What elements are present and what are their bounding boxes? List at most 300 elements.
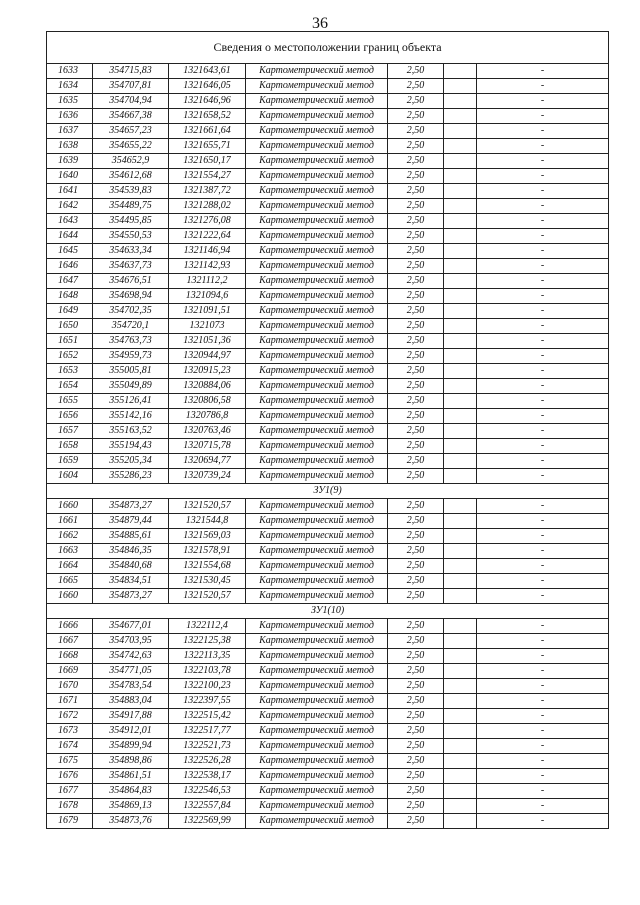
x-coordinate-cell: 355286,23 [93,469,169,484]
table-row [47,334,609,349]
description-cell: - [477,364,609,379]
point-number-cell: 1666 [47,619,93,634]
table-row [47,409,609,424]
accuracy-cell: 2,50 [388,409,444,424]
x-coordinate-cell: 354657,23 [93,124,169,139]
table-row [47,79,609,94]
description-cell: - [477,439,609,454]
method-cell: Картометрический метод [246,724,388,739]
method-cell: Картометрический метод [246,589,388,604]
y-coordinate-cell: 1321661,64 [169,124,246,139]
y-coordinate-cell: 1321530,45 [169,574,246,589]
x-coordinate-cell: 354864,83 [93,784,169,799]
point-number-cell: 1646 [47,259,93,274]
y-coordinate-cell: 1322521,73 [169,739,246,754]
description-cell: - [477,169,609,184]
table-row [47,589,609,604]
empty-cell-cell [444,559,477,574]
x-coordinate-cell: 354840,68 [93,559,169,574]
description-cell: - [477,634,609,649]
accuracy-cell: 2,50 [388,304,444,319]
table-row [47,64,609,79]
point-number-cell: 1650 [47,319,93,334]
point-number-cell: 1647 [47,274,93,289]
method-cell: Картометрический метод [246,94,388,109]
empty-cell-cell [444,709,477,724]
method-cell: Картометрический метод [246,439,388,454]
description-cell: - [477,139,609,154]
point-number-cell: 1642 [47,199,93,214]
x-coordinate-cell: 354885,61 [93,529,169,544]
x-coordinate-cell: 354771,05 [93,664,169,679]
table-row [47,679,609,694]
empty-cell-cell [444,619,477,634]
x-coordinate-cell: 354676,51 [93,274,169,289]
method-cell: Картометрический метод [246,424,388,439]
empty-cell-cell [444,289,477,304]
x-coordinate-cell: 354763,73 [93,334,169,349]
empty-cell-cell [444,724,477,739]
method-cell: Картометрический метод [246,619,388,634]
description-cell: - [477,799,609,814]
empty-cell-cell [444,94,477,109]
point-number-cell: 1667 [47,634,93,649]
y-coordinate-cell: 1322538,17 [169,769,246,784]
table-row [47,184,609,199]
point-number-cell: 1669 [47,664,93,679]
table-row [47,529,609,544]
x-coordinate-cell: 354652,9 [93,154,169,169]
point-number-cell: 1675 [47,754,93,769]
method-cell: Картометрический метод [246,814,388,829]
method-cell: Картометрический метод [246,469,388,484]
description-cell: - [477,154,609,169]
empty-cell-cell [444,169,477,184]
method-cell: Картометрический метод [246,109,388,124]
description-cell: - [477,64,609,79]
point-number-cell: 1661 [47,514,93,529]
table-row [47,139,609,154]
description-cell: - [477,229,609,244]
description-cell: - [477,469,609,484]
method-cell: Картометрический метод [246,454,388,469]
accuracy-cell: 2,50 [388,109,444,124]
y-coordinate-cell: 1321387,72 [169,184,246,199]
x-coordinate-cell: 354612,68 [93,169,169,184]
table-row [47,109,609,124]
accuracy-cell: 2,50 [388,529,444,544]
table-row [47,694,609,709]
description-cell: - [477,289,609,304]
description-cell: - [477,754,609,769]
description-cell: - [477,694,609,709]
y-coordinate-cell: 1321276,08 [169,214,246,229]
table-row [47,664,609,679]
x-coordinate-cell: 354846,35 [93,544,169,559]
method-cell: Картометрический метод [246,514,388,529]
table-row [47,424,609,439]
point-number-cell: 1673 [47,724,93,739]
x-coordinate-cell: 354959,73 [93,349,169,364]
accuracy-cell: 2,50 [388,589,444,604]
table-row [47,514,609,529]
accuracy-cell: 2,50 [388,139,444,154]
x-coordinate-cell: 355194,43 [93,439,169,454]
point-number-cell: 1641 [47,184,93,199]
point-number-cell: 1671 [47,694,93,709]
table-row [47,574,609,589]
accuracy-cell: 2,50 [388,124,444,139]
y-coordinate-cell: 1321544,8 [169,514,246,529]
method-cell: Картометрический метод [246,634,388,649]
x-coordinate-cell: 354869,13 [93,799,169,814]
x-coordinate-cell: 354742,63 [93,649,169,664]
point-number-cell: 1636 [47,109,93,124]
table-row [47,274,609,289]
method-cell: Картометрический метод [246,709,388,724]
accuracy-cell: 2,50 [388,334,444,349]
empty-cell-cell [444,229,477,244]
method-cell: Картометрический метод [246,394,388,409]
empty-cell-cell [444,364,477,379]
accuracy-cell: 2,50 [388,769,444,784]
empty-cell-cell [444,139,477,154]
method-cell: Картометрический метод [246,349,388,364]
y-coordinate-cell: 1322125,38 [169,634,246,649]
y-coordinate-cell: 1321569,03 [169,529,246,544]
accuracy-cell: 2,50 [388,739,444,754]
empty-cell-cell [444,379,477,394]
accuracy-cell: 2,50 [388,394,444,409]
empty-cell-cell [444,664,477,679]
point-number-cell: 1648 [47,289,93,304]
y-coordinate-cell: 1321146,94 [169,244,246,259]
method-cell: Картометрический метод [246,544,388,559]
table-row [47,649,609,664]
method-cell: Картометрический метод [246,169,388,184]
x-coordinate-cell: 355126,41 [93,394,169,409]
y-coordinate-cell: 1321288,02 [169,199,246,214]
empty-cell-cell [444,799,477,814]
accuracy-cell: 2,50 [388,154,444,169]
method-cell: Картометрический метод [246,364,388,379]
x-coordinate-cell: 355005,81 [93,364,169,379]
point-number-cell: 1633 [47,64,93,79]
empty-cell-cell [444,64,477,79]
accuracy-cell: 2,50 [388,319,444,334]
x-coordinate-cell: 354539,83 [93,184,169,199]
x-coordinate-cell: 354873,27 [93,499,169,514]
y-coordinate-cell: 1321646,05 [169,79,246,94]
point-number-cell: 1659 [47,454,93,469]
point-number-cell: 1658 [47,439,93,454]
empty-cell-cell [444,214,477,229]
x-coordinate-cell: 355142,16 [93,409,169,424]
description-cell: - [477,79,609,94]
empty-cell-cell [444,124,477,139]
table-row [47,229,609,244]
method-cell: Картометрический метод [246,379,388,394]
empty-cell-cell [444,784,477,799]
accuracy-cell: 2,50 [388,199,444,214]
x-coordinate-cell: 354898,86 [93,754,169,769]
point-number-cell: 1637 [47,124,93,139]
y-coordinate-cell: 1321222,64 [169,229,246,244]
table-row [47,124,609,139]
table-row [47,169,609,184]
x-coordinate-cell: 354698,94 [93,289,169,304]
accuracy-cell: 2,50 [388,664,444,679]
y-coordinate-cell: 1321554,27 [169,169,246,184]
y-coordinate-cell: 1322112,4 [169,619,246,634]
x-coordinate-cell: 354633,34 [93,244,169,259]
y-coordinate-cell: 1321073 [169,319,246,334]
table-row [47,454,609,469]
point-number-cell: 1662 [47,529,93,544]
table-row [47,724,609,739]
empty-cell-cell [444,79,477,94]
empty-cell-cell [444,814,477,829]
table-row [47,769,609,784]
boundary-coordinates-table [46,31,609,829]
page-number: 36 [312,15,328,32]
method-cell: Картометрический метод [246,664,388,679]
empty-cell-cell [444,529,477,544]
method-cell: Картометрический метод [246,214,388,229]
x-coordinate-cell: 354655,22 [93,139,169,154]
accuracy-cell: 2,50 [388,754,444,769]
point-number-cell: 1652 [47,349,93,364]
point-number-cell: 1644 [47,229,93,244]
table-row [47,634,609,649]
empty-cell-cell [444,679,477,694]
description-cell: - [477,529,609,544]
empty-cell-cell [444,199,477,214]
description-cell: - [477,349,609,364]
point-number-cell: 1653 [47,364,93,379]
x-coordinate-cell: 355205,34 [93,454,169,469]
description-cell: - [477,514,609,529]
description-cell: - [477,199,609,214]
method-cell: Картометрический метод [246,559,388,574]
point-number-cell: 1640 [47,169,93,184]
x-coordinate-cell: 354879,44 [93,514,169,529]
point-number-cell: 1638 [47,139,93,154]
method-cell: Картометрический метод [246,679,388,694]
table-row [47,394,609,409]
method-cell: Картометрический метод [246,274,388,289]
description-cell: - [477,319,609,334]
method-cell: Картометрический метод [246,199,388,214]
y-coordinate-cell: 1320739,24 [169,469,246,484]
description-cell: - [477,409,609,424]
accuracy-cell: 2,50 [388,544,444,559]
y-coordinate-cell: 1321094,6 [169,289,246,304]
accuracy-cell: 2,50 [388,559,444,574]
table-row [47,364,609,379]
description-cell: - [477,769,609,784]
point-number-cell: 1635 [47,94,93,109]
table-row [47,304,609,319]
x-coordinate-cell: 354720,1 [93,319,169,334]
method-cell: Картометрический метод [246,649,388,664]
accuracy-cell: 2,50 [388,439,444,454]
table-row [47,754,609,769]
description-cell: - [477,214,609,229]
table-row [47,259,609,274]
x-coordinate-cell: 354873,76 [93,814,169,829]
method-cell: Картометрический метод [246,184,388,199]
point-number-cell: 1665 [47,574,93,589]
x-coordinate-cell: 354495,85 [93,214,169,229]
table-row [47,319,609,334]
y-coordinate-cell: 1321051,36 [169,334,246,349]
description-cell: - [477,124,609,139]
x-coordinate-cell: 354550,53 [93,229,169,244]
method-cell: Картометрический метод [246,529,388,544]
y-coordinate-cell: 1321655,71 [169,139,246,154]
point-number-cell: 1663 [47,544,93,559]
x-coordinate-cell: 354834,51 [93,574,169,589]
empty-cell-cell [444,514,477,529]
y-coordinate-cell: 1321554,68 [169,559,246,574]
y-coordinate-cell: 1322397,55 [169,694,246,709]
accuracy-cell: 2,50 [388,619,444,634]
accuracy-cell: 2,50 [388,574,444,589]
point-number-cell: 1654 [47,379,93,394]
y-coordinate-cell: 1322100,23 [169,679,246,694]
x-coordinate-cell: 354489,75 [93,199,169,214]
description-cell: - [477,274,609,289]
accuracy-cell: 2,50 [388,634,444,649]
point-number-cell: 1660 [47,499,93,514]
accuracy-cell: 2,50 [388,814,444,829]
description-cell: - [477,559,609,574]
y-coordinate-cell: 1320944,97 [169,349,246,364]
y-coordinate-cell: 1321658,52 [169,109,246,124]
empty-cell-cell [444,409,477,424]
description-cell: - [477,244,609,259]
empty-cell-cell [444,334,477,349]
empty-cell-cell [444,589,477,604]
table-row [47,349,609,364]
y-coordinate-cell: 1321091,51 [169,304,246,319]
point-number-cell: 1678 [47,799,93,814]
point-number-cell: 1676 [47,769,93,784]
description-cell: - [477,499,609,514]
description-cell: - [477,424,609,439]
empty-cell-cell [444,349,477,364]
empty-cell-cell [444,319,477,334]
method-cell: Картометрический метод [246,574,388,589]
section-header-row [47,484,609,499]
y-coordinate-cell: 1322103,78 [169,664,246,679]
y-coordinate-cell: 1320715,78 [169,439,246,454]
y-coordinate-cell: 1320763,46 [169,424,246,439]
description-cell: - [477,724,609,739]
x-coordinate-cell: 354704,94 [93,94,169,109]
empty-cell-cell [444,184,477,199]
y-coordinate-cell: 1321142,93 [169,259,246,274]
y-coordinate-cell: 1322526,28 [169,754,246,769]
y-coordinate-cell: 1322517,77 [169,724,246,739]
point-number-cell: 1657 [47,424,93,439]
table-row [47,559,609,574]
description-cell: - [477,664,609,679]
accuracy-cell: 2,50 [388,184,444,199]
description-cell: - [477,184,609,199]
empty-cell-cell [444,454,477,469]
table-row [47,814,609,829]
y-coordinate-cell: 1321578,91 [169,544,246,559]
point-number-cell: 1674 [47,739,93,754]
section-label: ЗУ1(9) [47,484,609,499]
method-cell: Картометрический метод [246,694,388,709]
y-coordinate-cell: 1322515,42 [169,709,246,724]
method-cell: Картометрический метод [246,304,388,319]
y-coordinate-cell: 1320786,8 [169,409,246,424]
description-cell: - [477,454,609,469]
accuracy-cell: 2,50 [388,649,444,664]
table-row [47,94,609,109]
table-row [47,499,609,514]
table-row [47,289,609,304]
x-coordinate-cell: 354861,51 [93,769,169,784]
accuracy-cell: 2,50 [388,784,444,799]
accuracy-cell: 2,50 [388,289,444,304]
empty-cell-cell [444,769,477,784]
description-cell: - [477,649,609,664]
table-row [47,154,609,169]
description-cell: - [477,109,609,124]
empty-cell-cell [444,649,477,664]
y-coordinate-cell: 1321520,57 [169,589,246,604]
empty-cell-cell [444,109,477,124]
empty-cell-cell [444,469,477,484]
method-cell: Картометрический метод [246,259,388,274]
point-number-cell: 1656 [47,409,93,424]
accuracy-cell: 2,50 [388,259,444,274]
description-cell: - [477,709,609,724]
x-coordinate-cell: 354917,88 [93,709,169,724]
table-row [47,469,609,484]
point-number-cell: 1604 [47,469,93,484]
table-row [47,739,609,754]
accuracy-cell: 2,50 [388,454,444,469]
y-coordinate-cell: 1322113,35 [169,649,246,664]
point-number-cell: 1643 [47,214,93,229]
x-coordinate-cell: 354873,27 [93,589,169,604]
accuracy-cell: 2,50 [388,364,444,379]
table-row [47,709,609,724]
accuracy-cell: 2,50 [388,169,444,184]
point-number-cell: 1679 [47,814,93,829]
method-cell: Картометрический метод [246,754,388,769]
point-number-cell: 1655 [47,394,93,409]
x-coordinate-cell: 354637,73 [93,259,169,274]
description-cell: - [477,784,609,799]
x-coordinate-cell: 354783,54 [93,679,169,694]
table-title: Сведения о местоположении границ объекта [47,32,609,64]
accuracy-cell: 2,50 [388,469,444,484]
accuracy-cell: 2,50 [388,724,444,739]
accuracy-cell: 2,50 [388,64,444,79]
point-number-cell: 1651 [47,334,93,349]
method-cell: Картометрический метод [246,784,388,799]
method-cell: Картометрический метод [246,229,388,244]
empty-cell-cell [444,274,477,289]
empty-cell-cell [444,544,477,559]
